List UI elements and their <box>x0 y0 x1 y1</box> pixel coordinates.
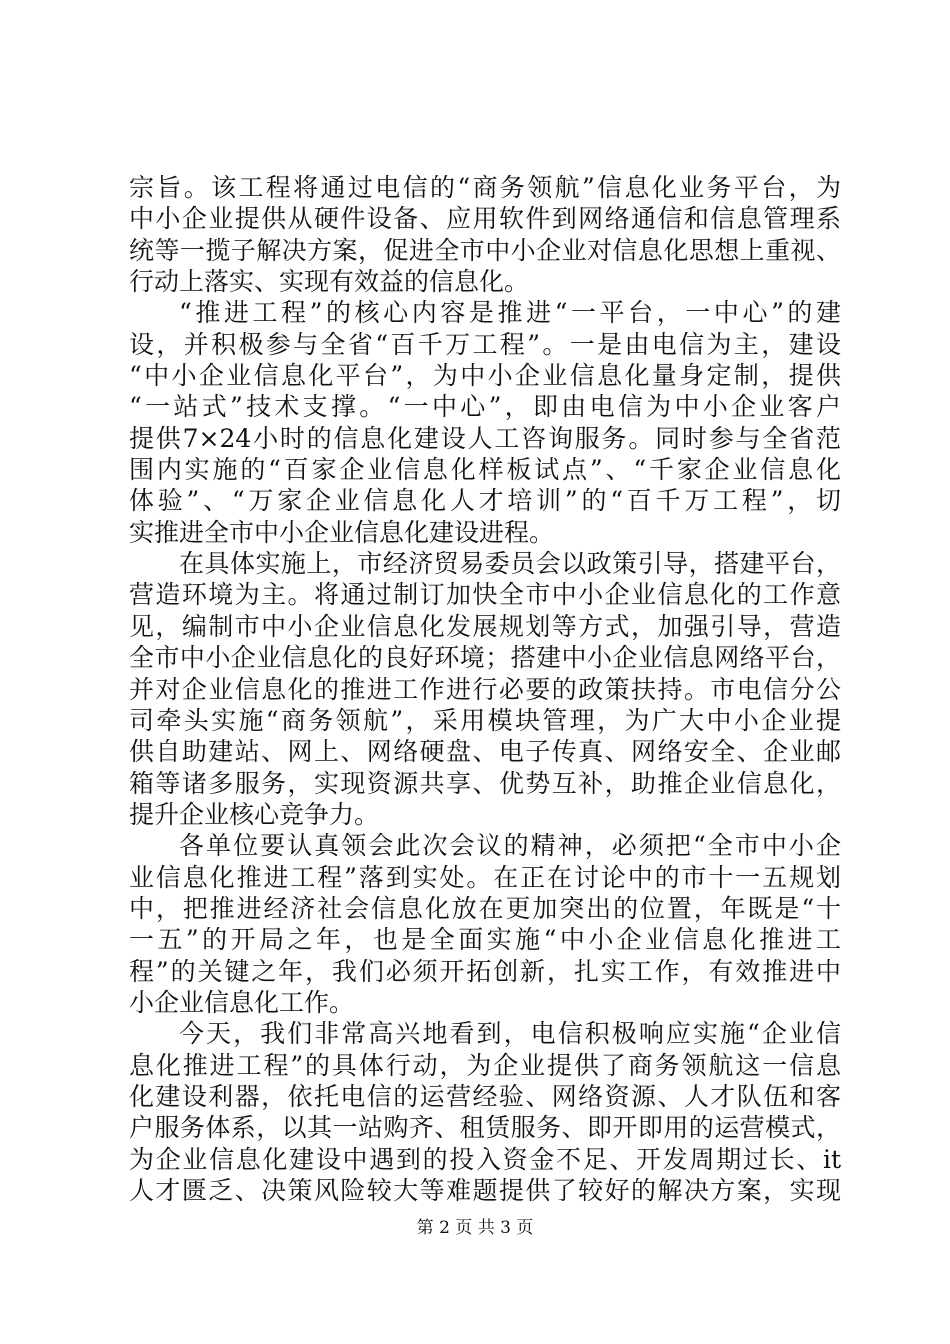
text-line: 提升企业核心竞争力。 <box>129 799 380 829</box>
text-line: 行动上落实、实现有效益的信息化。 <box>129 267 530 297</box>
text-line: “一站式”技术支撑。“一中心”，即由电信为中小企业客户 <box>129 392 841 422</box>
text-line: 各单位要认真领会此次会议的精神，必须把“全市中小企 <box>179 831 841 861</box>
text-line: 化建设利器，依托电信的运营经验、网络资源、人才队伍和客 <box>129 1081 841 1111</box>
text-line: 为企业信息化建设中遇到的投入资金不足、开发周期过长、it <box>129 1144 841 1174</box>
text-line: 实推进全市中小企业信息化建设进程。 <box>129 517 555 547</box>
text-line: 小企业信息化工作。 <box>129 987 355 1017</box>
text-line: 一五”的开局之年，也是全面实施“中小企业信息化推进工 <box>129 925 841 955</box>
text-line: 户服务体系，以其一站购齐、租赁服务、即开即用的运营模式， <box>129 1113 841 1143</box>
text-line: 统等一揽子解决方案，促进全市中小企业对信息化思想上重视、 <box>129 235 841 265</box>
text-line: 供自助建站、网上、网络硬盘、电子传真、网络安全、企业邮 <box>129 737 841 767</box>
text-line: 中，把推进经济社会信息化放在更加突出的位置，年既是“十 <box>129 893 841 923</box>
text-line: 营造环境为主。将通过制订加快全市中小企业信息化的工作意 <box>129 580 841 610</box>
text-line: 围内实施的“百家企业信息化样板试点”、“千家企业信息化 <box>129 455 841 485</box>
page-footer: 第 2 页 共 3 页 <box>416 1218 534 1238</box>
text-line: 业信息化推进工程”落到实处。在正在讨论中的市十一五规划 <box>129 862 841 892</box>
text-line: 提供7×24小时的信息化建设人工咨询服务。同时参与全省范 <box>129 423 841 453</box>
text-line: 设，并积极参与全省“百千万工程”。一是由电信为主，建设 <box>129 329 841 359</box>
text-line: 见，编制市中小企业信息化发展规划等方式，加强引导，营造 <box>129 611 841 641</box>
text-line: 人才匮乏、决策风险较大等难题提供了较好的解决方案，实现 <box>129 1176 841 1205</box>
text-line: 全市中小企业信息化的良好环境；搭建中小企业信息网络平台， <box>129 643 841 673</box>
text-line: 箱等诸多服务，实现资源共享、优势互补，助推企业信息化， <box>129 768 841 798</box>
text-line: “推进工程”的核心内容是推进“一平台，一中心”的建 <box>179 298 841 328</box>
text-line: 在具体实施上，市经济贸易委员会以政策引导，搭建平台， <box>179 549 841 579</box>
text-line: 中小企业提供从硬件设备、应用软件到网络通信和信息管理系 <box>129 204 841 234</box>
text-line: 今天，我们非常高兴地看到，电信积极响应实施“企业信 <box>179 1019 841 1049</box>
text-line: 体验”、“万家企业信息化人才培训”的“百千万工程”，切 <box>129 486 841 516</box>
text-line: 程”的关键之年，我们必须开拓创新，扎实工作，有效推进中 <box>129 956 841 986</box>
text-line: “中小企业信息化平台”，为中小企业信息化量身定制，提供 <box>129 361 841 391</box>
text-line: 司牵头实施“商务领航”，采用模块管理，为广大中小企业提 <box>129 705 841 735</box>
text-line: 并对企业信息化的推进工作进行必要的政策扶持。市电信分公 <box>129 674 841 704</box>
text-line: 宗旨。该工程将通过电信的“商务领航”信息化业务平台，为 <box>129 173 841 202</box>
body-text <box>129 172 841 1206</box>
text-line: 息化推进工程”的具体行动，为企业提供了商务领航这一信息 <box>129 1050 841 1080</box>
